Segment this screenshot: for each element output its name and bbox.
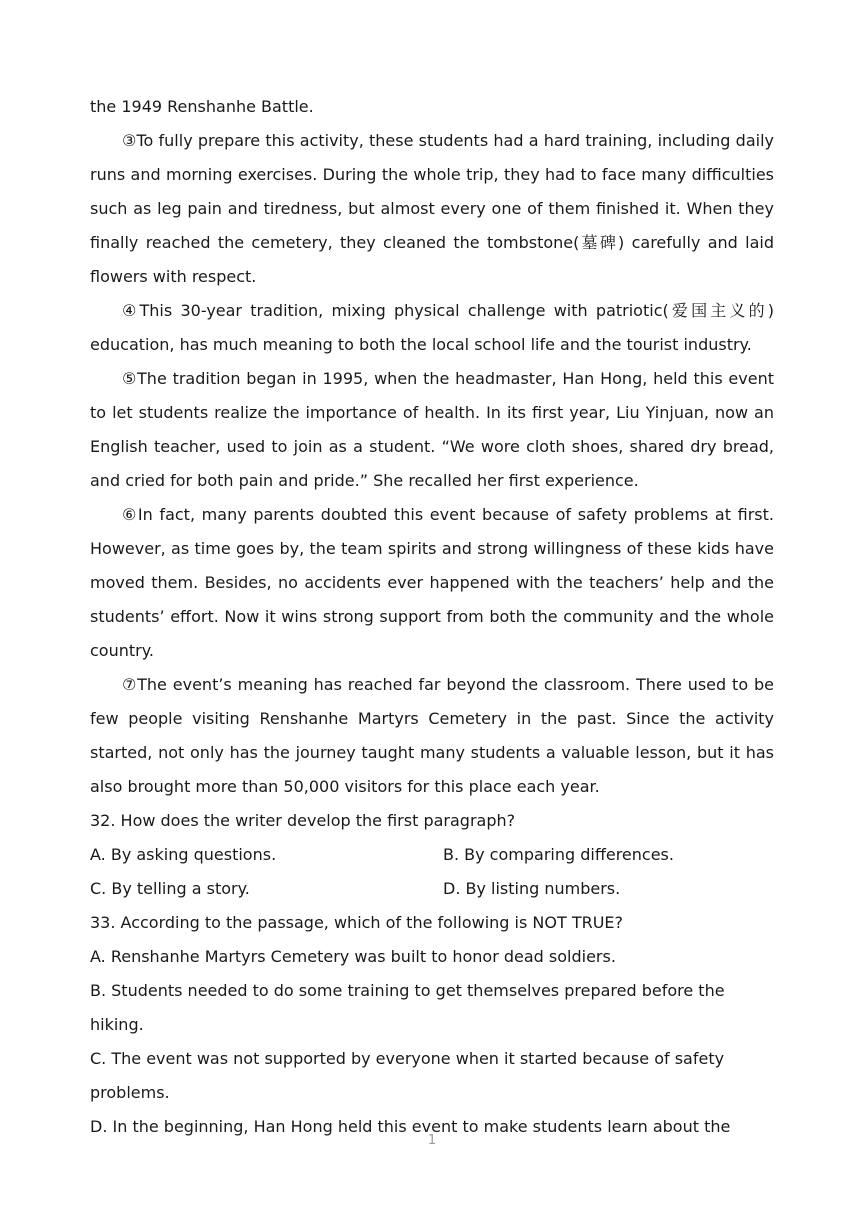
question-32-option-c: C. By telling a story. [90, 879, 250, 898]
passage-paragraph-5: ⑤The tradition began in 1995, when the headmaster, Han Hong, held this event to let students realize the importance of health. In its first year, Liu Yinjuan, now an English teacher, used to join as a student. “We wore cloth shoes, shared dry bread, and cried for both pain and pride.” She recalled her first experience. [90, 369, 774, 490]
passage-paragraph-4: ④This 30-year tradition, mixing physical challenge with patriotic(爱国主义的) education, has much meaning to both the local school life and the tourist industry. [90, 301, 774, 354]
question-32-option-b: B. By comparing differences. [443, 845, 674, 864]
document-body [90, 90, 774, 1144]
question-32-options [90, 838, 774, 906]
passage-paragraph-3: ③To fully prepare this activity, these students had a hard training, including daily runs and morning exercises. During the whole trip, they had to face many difficulties such as leg pain and tiredness, but almost every one of them finished it. When they finally reached the cemetery, they cleaned the tombstone(墓碑) carefully and laid flowers with respect. [90, 131, 774, 286]
question-33-option-c: C. The event was not supported by everyone when it started because of safety problems. [90, 1049, 725, 1102]
passage-paragraph-continuation: the 1949 Renshanhe Battle. [90, 97, 314, 116]
question-33-option-d: D. In the beginning, Han Hong held this event to make students learn about the [90, 1117, 731, 1136]
question-33-stem: 33. According to the passage, which of the following is NOT TRUE? [90, 913, 624, 932]
question-33-option-b: B. Students needed to do some training to get themselves prepared before the hiking. [90, 981, 725, 1034]
question-33-option-a: A. Renshanhe Martyrs Cemetery was built to honor dead soldiers. [90, 947, 616, 966]
page-number: 1 [427, 1133, 437, 1148]
question-32-option-a: A. By asking questions. [90, 845, 277, 864]
question-32-stem: 32. How does the writer develop the first paragraph? [90, 811, 516, 830]
question-32-option-d: D. By listing numbers. [443, 879, 621, 898]
passage-paragraph-6: ⑥In fact, many parents doubted this event because of safety problems at first. However, as time goes by, the team spirits and strong willingness of these kids have moved them. Besides, no accidents ever happened with the teachers’ help and the students’ effort. Now it wins strong support from both the community and the whole country. [90, 505, 774, 660]
passage-paragraph-7: ⑦The event’s meaning has reached far beyond the classroom. There used to be few people visiting Renshanhe Martyrs Cemetery in the past. Since the activity started, not only has the journey taught many students a valuable lesson, but it has also brought more than 50,000 visitors for this place each year. [90, 675, 774, 796]
